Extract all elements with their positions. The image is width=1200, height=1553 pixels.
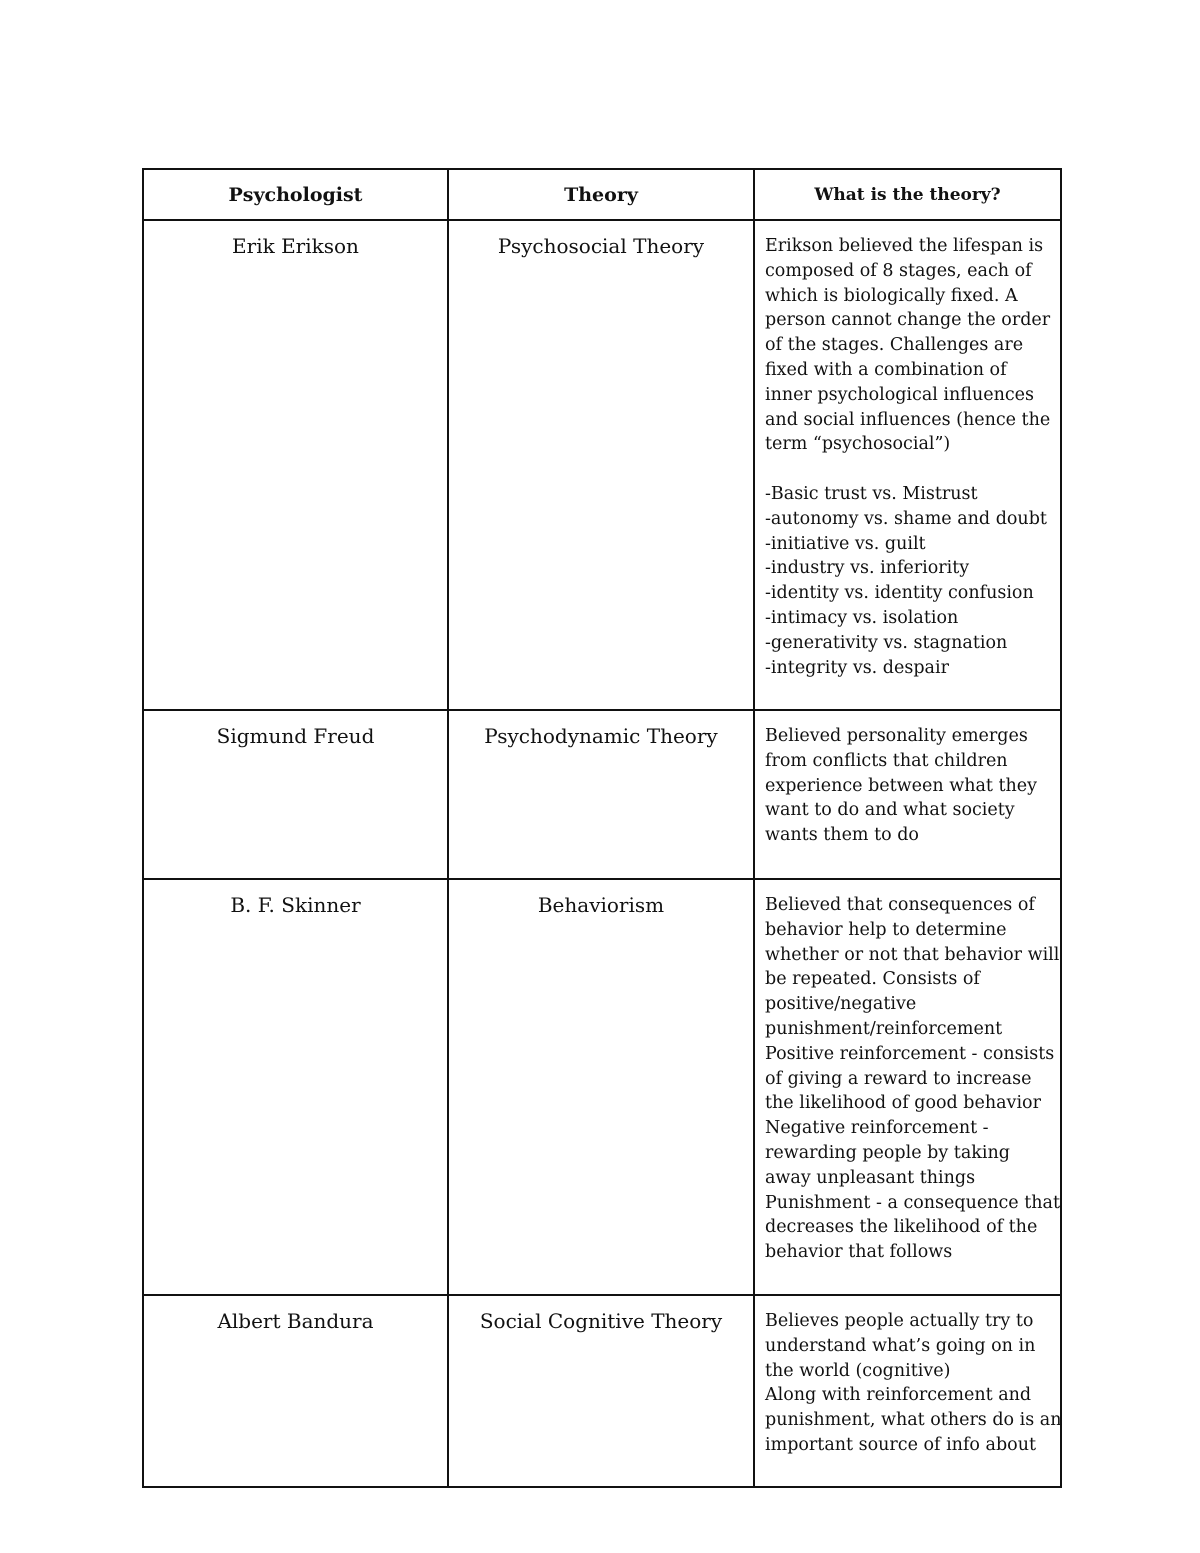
stage-item: -autonomy vs. shame and doubt: [765, 508, 1047, 529]
description-line: experience between what they: [765, 775, 1038, 796]
paragraph-gap: [765, 457, 1052, 482]
description-line: important source of info about: [765, 1434, 1036, 1455]
header-row: [143, 169, 1061, 220]
stage-item: -integrity vs. despair: [765, 657, 949, 678]
header-description: What is the theory?: [754, 169, 1061, 220]
description-line: behavior help to determine: [765, 919, 1007, 940]
stage-item: -generativity vs. stagnation: [765, 632, 1008, 653]
description-line: Believed personality emerges: [765, 726, 1028, 746]
description-line: punishment, what others do is an: [765, 1410, 1062, 1431]
stage-item: -intimacy vs. isolation: [765, 607, 959, 628]
description-line: whether or not that behavior will: [765, 944, 1060, 965]
theory-cell: Behaviorism: [448, 879, 754, 1295]
theory-cell: Social Cognitive Theory: [448, 1295, 754, 1487]
theory-cell: Psychodynamic Theory: [448, 710, 754, 879]
description-line: wants them to do: [765, 825, 919, 846]
description-line: Believes people actually try to: [765, 1311, 1034, 1331]
description-line: understand what’s going on in: [765, 1335, 1036, 1356]
psychologist-cell: B. F. Skinner: [143, 879, 448, 1295]
description-line: of the stages. Challenges are: [765, 335, 1024, 356]
stage-item: -initiative vs. guilt: [765, 533, 926, 554]
description-line: person cannot change the order: [765, 310, 1051, 331]
header-theory: Theory: [448, 169, 754, 220]
description-line: Punishment - a consequence that: [765, 1192, 1060, 1213]
table-body: [143, 220, 1061, 1487]
description-line: from conflicts that children: [765, 750, 1008, 771]
description-line: the likelihood of good behavior: [765, 1093, 1041, 1114]
table-row: [143, 710, 1061, 879]
description-line: be repeated. Consists of: [765, 969, 980, 990]
header-psychologist: Psychologist: [143, 169, 448, 220]
psychologist-cell: Sigmund Freud: [143, 710, 448, 879]
description-line: Erikson believed the lifespan is: [765, 236, 1044, 256]
table-row: [143, 879, 1061, 1295]
description-line: Negative reinforcement -: [765, 1118, 989, 1139]
psychologist-cell: Albert Bandura: [143, 1295, 448, 1487]
description-line: decreases the likelihood of the: [765, 1217, 1038, 1238]
description-line: want to do and what society: [765, 800, 1015, 821]
description-line: composed of 8 stages, each of: [765, 260, 1032, 281]
description-cell: [754, 710, 1061, 879]
table-header: [143, 169, 1061, 220]
table-row: [143, 220, 1061, 710]
stage-item: -identity vs. identity confusion: [765, 583, 1034, 604]
description-cell: [754, 220, 1061, 710]
stage-item: -industry vs. inferiority: [765, 558, 970, 579]
psychology-theories-table: [142, 168, 1062, 1488]
psychologist-cell: Erik Erikson: [143, 220, 448, 710]
description-cell: [754, 879, 1061, 1295]
description-line: positive/negative: [765, 994, 917, 1015]
description-line: Believed that consequences of: [765, 895, 1035, 915]
description-line: behavior that follows: [765, 1242, 953, 1263]
stage-item: -Basic trust vs. Mistrust: [765, 483, 978, 504]
description-cell: [754, 1295, 1061, 1487]
theory-cell: Psychosocial Theory: [448, 220, 754, 710]
description-line: and social influences (hence the: [765, 409, 1051, 430]
description-line: of giving a reward to increase: [765, 1068, 1032, 1089]
description-line: fixed with a combination of: [765, 359, 1007, 380]
description-line: which is biologically fixed. A: [765, 285, 1018, 306]
description-line: punishment/reinforcement: [765, 1018, 1003, 1039]
table-row: [143, 1295, 1061, 1487]
description-line: rewarding people by taking: [765, 1142, 1010, 1163]
description-line: Along with reinforcement and: [765, 1385, 1032, 1406]
description-line: term “psychosocial”): [765, 434, 951, 455]
description-line: Positive reinforcement - consists: [765, 1043, 1055, 1064]
description-line: the world (cognitive): [765, 1360, 951, 1381]
description-line: away unpleasant things: [765, 1167, 976, 1188]
description-line: inner psychological influences: [765, 384, 1035, 405]
